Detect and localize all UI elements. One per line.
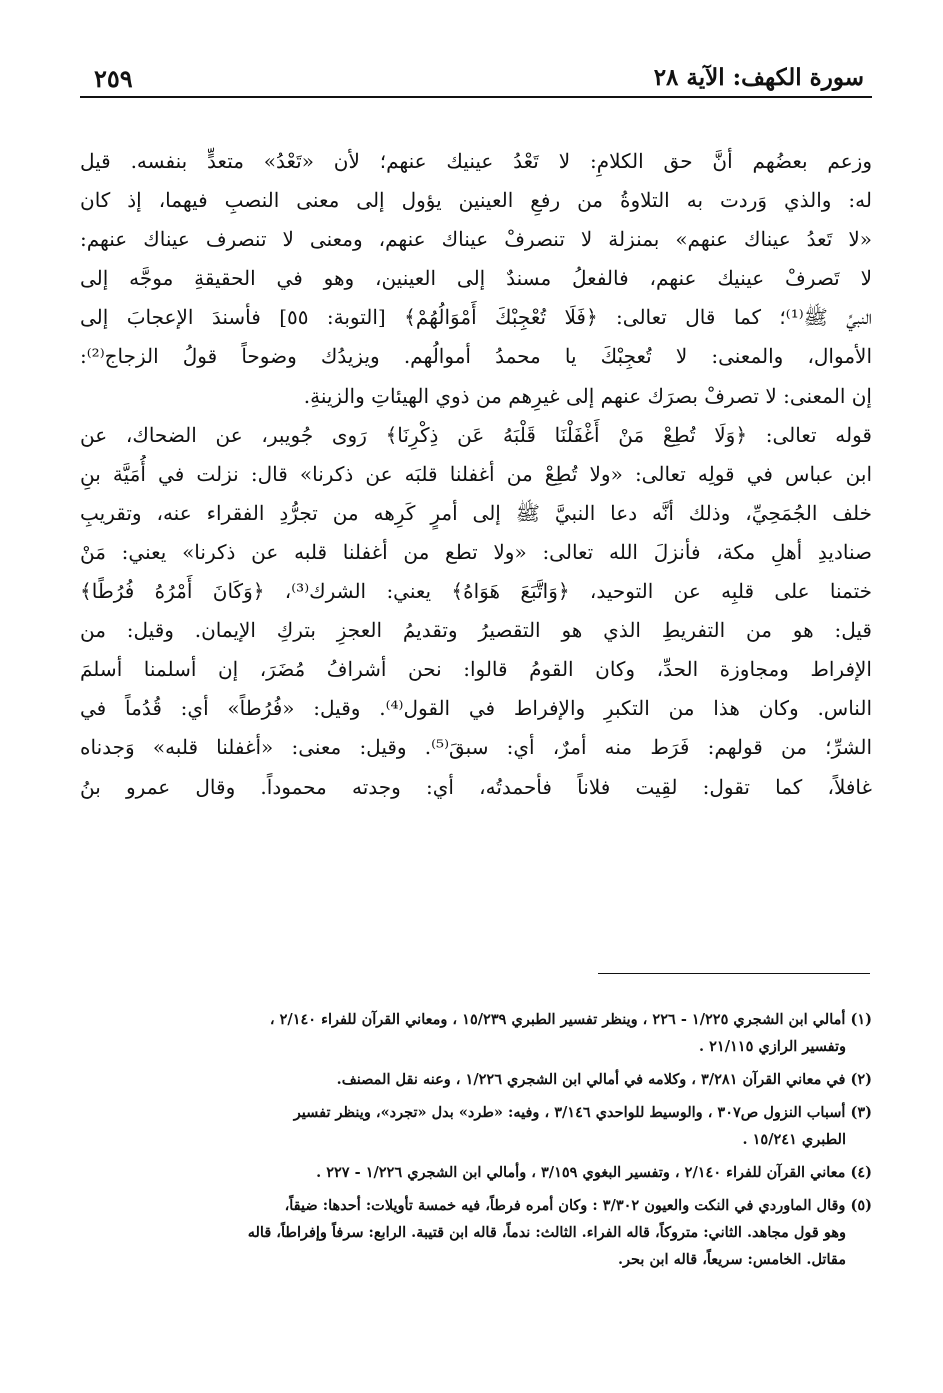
text-line: «لا تَعدُ عيناك عنهم» بمنزلة لا تنصرفْ عيناك عنهم، ومعنى لا تنصرف عيناك عنهم: [80, 227, 872, 252]
footnotes [80, 1006, 872, 1273]
footnote-1-continuation: وتفسير الرازي ٢١/١١٥ . [699, 1038, 846, 1055]
footnote-5-continuation: وهو قول مجاهد. الثاني: متروكاً، قاله الفراء. الثالث: ندماً، قاله ابن قتيبة. الرابع: سرفاً وإفراطاً، قاله [247, 1224, 846, 1241]
text-line: إن المعنى: لا تصرفْ بصرَك عنهم إلى غيرِهم من ذوي الهيئاتِ والزينةِ. [303, 383, 872, 408]
page-header [80, 58, 872, 98]
footnote-5-continuation: مقاتل. الخامس: سريعاً، قاله ابن بحر. [617, 1251, 846, 1268]
text-line: الناس. وكان هذا من التكبرِ والإفراط في القول⁽⁴⁾. وقيل: «فُرُطاً» أي: قُدُماً في [80, 696, 872, 721]
header-rule [80, 96, 872, 98]
footnote-1: (١) أمالي ابن الشجري ١/٢٢٥ - ٢٢٦ ، وينظر تفسير الطبري ١٥/٢٣٩ ، ومعاني القرآن للفراء ٢/١٤٠ ، [269, 1011, 872, 1028]
text-line: قوله تعالى: ﴿وَلَا تُطِعْ مَنْ أَغْفَلْنَا قَلْبَهُ عَن ذِكْرِنَا﴾ رَوى جُويبر، عن الضحاك، عن [80, 422, 872, 447]
text-line: قيل: هو من التفريطِ الذي هو التقصيرُ وتقديمُ العجزِ بتركِ الإيمان. وقيل: من [80, 618, 872, 643]
text-line: النبيِّ ﷺ⁽¹⁾؛ كما قال تعالى: ﴿فَلَا تُعْجِبْكَ أَمْوَالُهُمْ﴾ [التوبة: ٥٥] فأسندَ الإعجابَ إلى [80, 305, 872, 330]
page-number: ٢٥٩ [94, 64, 133, 93]
footnote-4: (٤) معاني القرآن للفراء ٢/١٤٠ ، وتفسير البغوي ٣/١٥٩ ، وأمالي ابن الشجري ١/٢٢٦ - ٢٢٧ . [316, 1164, 872, 1181]
footnote-5: (٥) وقال الماوردي في النكت والعيون ٣/٣٠٢ : وكان أمره فرطاً، فيه خمسة تأويلات: أحدها: ضيقاً، [284, 1197, 872, 1214]
text-line: له: والذي وَردت به التلاوةُ من رفعِ العينين يؤول إلى معنى النصبِ فيهما، إذ كان [80, 188, 872, 213]
text-line: ختمنا على قلبِه عن التوحيد، ﴿وَاتَّبَعَ هَوَاهُ﴾ يعني: الشرك⁽³⁾، ﴿وَكَانَ أَمْرُهُ فُرُطًا﴾ [80, 579, 872, 604]
text-line: ابن عباس في قولِه تعالى: «ولا تُطِعْ من أغفلنا قلبَه عن ذكرنا» قال: نزلت في أُمَيَّة بنِ [80, 461, 872, 486]
text-line: لا تَصرفْ عينيك عنهم، فالفعلُ مسندٌ إلى العينين، وهو في الحقيقةِ موجَّه إلى [80, 266, 872, 291]
text-line: صناديدِ أهلِ مكة، فأنزلَ الله تعالى: «ولا تطع من أغفلنا قلبه عن ذكرنا» يعني: مَنْ [80, 539, 872, 564]
text-line: الشرِّ؛ من قولهم: فَرَط منه أمرٌ، أي: سبقَ⁽⁵⁾. وقيل: معنى: «أغفلنا قلبه» وَجدناه [80, 735, 872, 760]
footnote-3: (٣) أسباب النزول ص٣٠٧ ، والوسيط للواحدي ٣/١٤٦ ، وفيه: «طرد» بدل «تجرد»، وينظر تفسير [293, 1104, 872, 1121]
running-title: سورة الكهف: الآية ٢٨ [653, 64, 864, 91]
text-line: الإفراط ومجاوزة الحدِّ، وكان القومُ قالوا: نحن أشرافُ مُضَرَ، إن أسلمنا أسلمَ [80, 657, 872, 682]
footnote-rule [598, 973, 870, 974]
text-line: وزعم بعضُهم أنَّ حق الكلامِ: لا تَعْدُ عينيك عنهم؛ لأن «تَعْدُ» متعدٍّ بنفسه. قيل [80, 149, 872, 173]
footnote-2: (٢) في معاني القرآن ٣/٢٨١ ، وكلامه في أمالي ابن الشجري ١/٢٢٦ ، وعنه نقل المصنف. [336, 1071, 872, 1088]
text-line: الأموال، والمعنى: لا تُعجِبْكَ يا محمدُ أموالُهم. ويزيدُك وضوحاً قولُ الزجاج⁽²⁾: [80, 344, 872, 369]
footnote-3-continuation: الطبري ١٥/٢٤١ . [742, 1131, 846, 1148]
text-line: خلف الجُمَحِيِّ، وذلك أنَّه دعا النبيَّ ﷺ إلى أمرٍ كَرِهه من تجرُّدِ الفقراء عنه، وتقريبِ [80, 500, 872, 525]
text-line: غافلاً، كما تقول: لقِيت فلاناً فأحمدتُه، أي: وجدته محموداً. وقال عمرو بنُ [80, 774, 872, 799]
main-text [80, 142, 872, 807]
